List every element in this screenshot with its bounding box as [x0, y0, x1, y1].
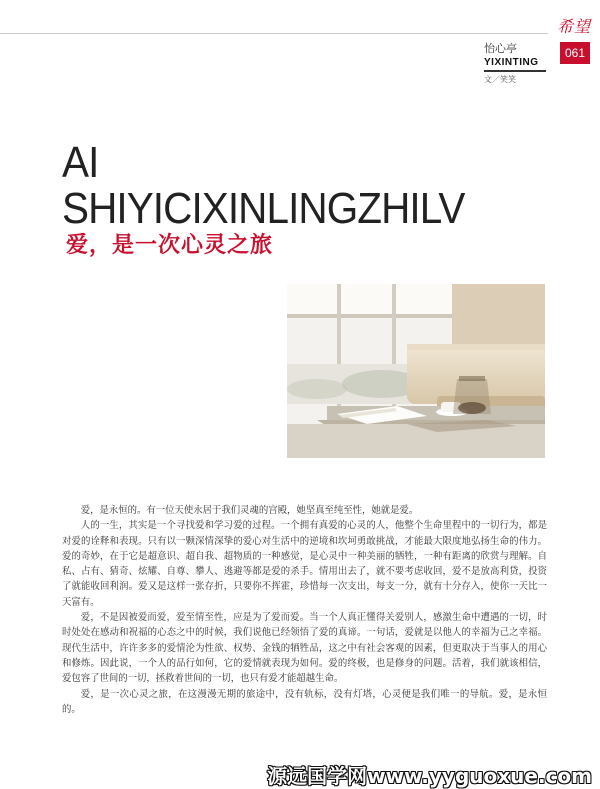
article-photo	[287, 284, 545, 458]
title-pinyin-line-2: SHIYICIXINLINGZHILV	[62, 184, 465, 233]
column-title-cn: 怡心亭	[484, 42, 517, 55]
title-pinyin	[62, 140, 464, 232]
body-paragraph-1: 爱，是永恒的。有一位天使永居于我们灵魂的宫殿，她坚真至纯至性，她就是爱。	[80, 505, 419, 516]
column-underline	[484, 70, 546, 72]
body-paragraph-3: 爱，不是因被爱而爱，爱至情至性，应是为了爱而爱。当一个人真正懂得关爱别人，感激生命中遭遇的一切，时时处处在感动和祝福的心态之中的时候，我们说他已经领悟了爱的真谛。一句话，爱就是以他人的幸福为己之幸福。现代生活中，许许多多的爱情沦为性欲、权势、金钱的牺牲品，这之中有社会客观的因素，但更取决于当事人的用心和修炼。因此说，一个人的品行如何，它的爱情就表现为如何。爱的终极，也是修身的问题。活着，我们就该相信，爱包容了世间的一切，拯救着世间的一切，也只有爱才能超越生命。	[62, 612, 547, 685]
article-body	[62, 503, 547, 717]
column-title-en: YIXINTING	[484, 57, 539, 68]
title-pinyin-line-1: AI	[62, 138, 99, 187]
site-watermark: 源远国学网www.yyguoxue.com	[267, 764, 592, 788]
body-paragraph-4: 爱，是一次心灵之旅，在这漫漫无期的旅途中，没有轨标，没有灯塔，心灵便是我们唯一的导航。爱，是永恒的。	[62, 688, 547, 715]
author-credit: 文／笑笑	[484, 75, 516, 84]
magazine-logo: 希望	[557, 17, 592, 36]
article-title: 爱，是一次心灵之旅	[66, 233, 274, 258]
header-rule	[0, 33, 548, 34]
body-paragraph-2: 人的一生，其实是一个寻找爱和学习爱的过程。一个拥有真爱的心灵的人，他整个生命里程中的一切行为，都是对爱的诠释和表现。只有以一颗深情深挚的爱心对生活中的逆境和坎坷勇敢挑战，才能最大限度地弘扬生命的伟力。爱的奇妙，在于它是超意识、超自我、超物质的一种感觉，是心灵中一种美丽的牺牲，一种有距离的欣赏与理解。自私、占有、猜奇、炫耀、自尊、攀人、逃避等都是爱的杀手。情用出去了，就不要考虑收回，爱不是放高利贷，投资了就能收回利润。爱又是这样一张存折，只要你不挥霍，珍惜每一次支出，每支一分，就有十分存入，使你一天比一天富有。	[62, 520, 547, 608]
page-number-badge: 061	[560, 42, 590, 64]
